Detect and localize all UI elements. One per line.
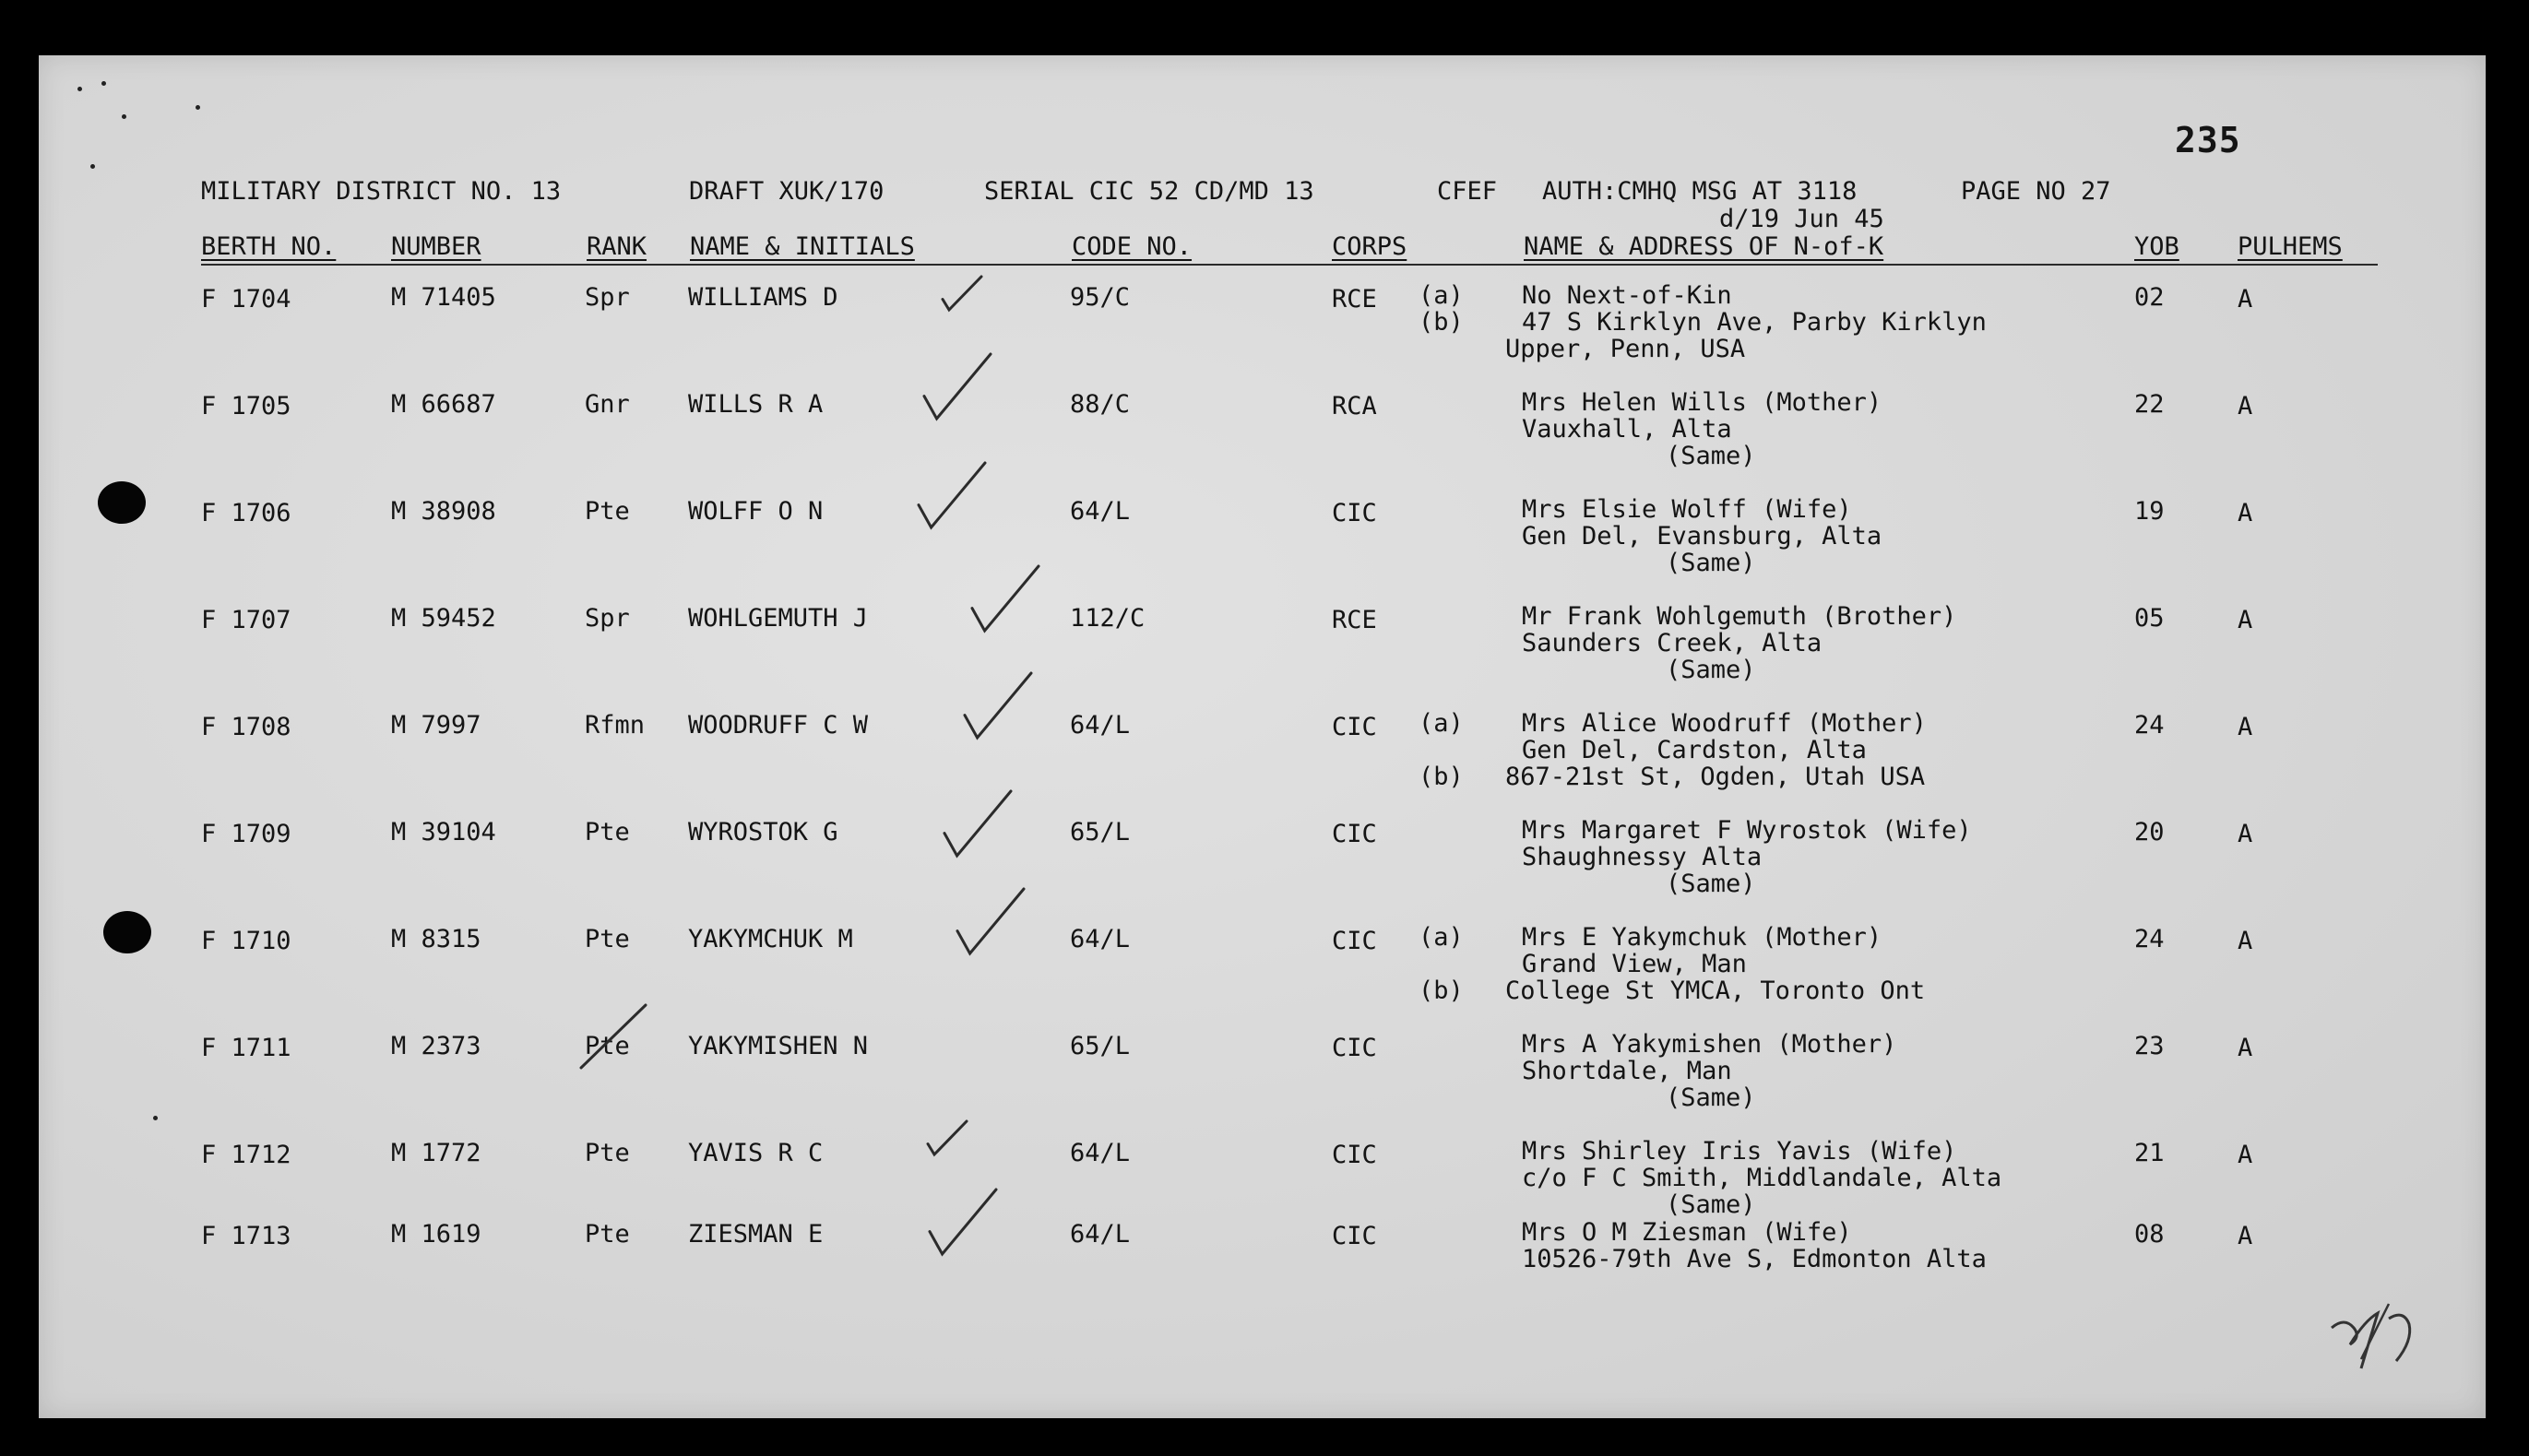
punch-hole xyxy=(103,911,151,953)
checkmark-icon xyxy=(939,273,985,315)
pulhems: A xyxy=(2238,606,2253,634)
corps: CIC xyxy=(1332,1222,1377,1250)
rank: Pte xyxy=(585,1220,630,1249)
pulhems: A xyxy=(2238,927,2253,955)
next-of-kin-line: (Same) xyxy=(1666,1083,1756,1112)
next-of-kin-line: Mrs Elsie Wolff (Wife) xyxy=(1522,495,1852,524)
service-number: M 2373 xyxy=(391,1032,481,1060)
next-of-kin-line: Mrs E Yakymchuk (Mother) xyxy=(1522,923,1882,952)
name-initials: WOODRUFF C W xyxy=(688,711,869,740)
service-number: M 38908 xyxy=(391,497,496,526)
corps: RCA xyxy=(1332,392,1377,420)
col-number: NUMBER xyxy=(391,232,481,261)
speck xyxy=(196,105,200,110)
auth-label: AUTH:CMHQ MSG AT 3118 xyxy=(1542,177,1858,206)
nok-mark-b: (b) xyxy=(1419,977,1464,1005)
name-initials: YAVIS R C xyxy=(688,1139,824,1167)
nok-mark-b: (b) xyxy=(1419,308,1464,337)
next-of-kin-line: Shaughnessy Alta xyxy=(1522,843,1763,871)
service-number: M 66687 xyxy=(391,390,496,419)
next-of-kin-line: (Same) xyxy=(1666,656,1756,684)
yob: 08 xyxy=(2134,1220,2165,1249)
code-no: 65/L xyxy=(1070,818,1131,846)
berth-no: F 1712 xyxy=(201,1141,291,1169)
code-no: 65/L xyxy=(1070,1032,1131,1060)
next-of-kin-line: Mrs A Yakymishen (Mother) xyxy=(1522,1030,1897,1059)
name-initials: WOLFF O N xyxy=(688,497,824,526)
rank: Pte xyxy=(585,497,630,526)
page-no-label: PAGE NO 27 xyxy=(1961,177,2111,206)
next-of-kin-line: Mrs Alice Woodruff (Mother) xyxy=(1522,709,1927,738)
code-no: 64/L xyxy=(1070,1139,1131,1167)
rank: Pte xyxy=(585,1139,630,1167)
corps: CIC xyxy=(1332,499,1377,527)
pulhems: A xyxy=(2238,820,2253,848)
draft-label: DRAFT XUK/170 xyxy=(689,177,885,206)
yob: 24 xyxy=(2134,711,2165,740)
yob: 24 xyxy=(2134,925,2165,953)
yob: 21 xyxy=(2134,1139,2165,1167)
punch-hole xyxy=(98,481,146,524)
name-initials: WILLIAMS D xyxy=(688,283,838,312)
rank: Spr xyxy=(585,283,630,312)
next-of-kin-line: (Same) xyxy=(1666,549,1756,577)
nok-mark-a: (a) xyxy=(1419,709,1464,738)
berth-no: F 1706 xyxy=(201,499,291,527)
next-of-kin-line: Shortdale, Man xyxy=(1522,1057,1732,1085)
pulhems: A xyxy=(2238,1141,2253,1169)
berth-no: F 1709 xyxy=(201,820,291,848)
checkmark-icon xyxy=(961,669,1035,743)
pulhems: A xyxy=(2238,285,2253,314)
next-of-kin-line: Mrs Shirley Iris Yavis (Wife) xyxy=(1522,1137,1957,1166)
next-of-kin-line: College St YMCA, Toronto Ont xyxy=(1505,977,1926,1005)
next-of-kin-line: Mr Frank Wohlgemuth (Brother) xyxy=(1522,602,1957,631)
corps: CIC xyxy=(1332,820,1377,848)
col-corps: CORPS xyxy=(1332,232,1407,261)
name-initials: WYROSTOK G xyxy=(688,818,838,846)
next-of-kin-line: Saunders Creek, Alta xyxy=(1522,629,1823,657)
checkmark-icon xyxy=(577,1000,651,1073)
speck xyxy=(90,164,95,169)
col-rank: RANK xyxy=(587,232,647,261)
service-number: M 39104 xyxy=(391,818,496,846)
checkmark-icon xyxy=(968,562,1042,636)
berth-no: F 1710 xyxy=(201,927,291,955)
checkmark-icon xyxy=(915,459,989,533)
col-pulhems: PULHEMS xyxy=(2238,232,2343,261)
next-of-kin-line: 47 S Kirklyn Ave, Parby Kirklyn xyxy=(1522,308,1987,337)
rank: Gnr xyxy=(585,390,630,419)
yob: 23 xyxy=(2134,1032,2165,1060)
code-no: 88/C xyxy=(1070,390,1131,419)
name-initials: YAKYMCHUK M xyxy=(688,925,853,953)
pulhems: A xyxy=(2238,1222,2253,1250)
yob: 22 xyxy=(2134,390,2165,419)
checkmark-icon xyxy=(920,350,994,424)
next-of-kin-line: Mrs Helen Wills (Mother) xyxy=(1522,388,1882,417)
service-number: M 7997 xyxy=(391,711,481,740)
rank: Pte xyxy=(585,1032,630,1060)
code-no: 64/L xyxy=(1070,711,1131,740)
next-of-kin-line: Mrs Margaret F Wyrostok (Wife) xyxy=(1522,816,1972,845)
checkmark-icon xyxy=(954,885,1027,959)
service-number: M 71405 xyxy=(391,283,496,312)
code-no: 64/L xyxy=(1070,1220,1131,1249)
yob: 20 xyxy=(2134,818,2165,846)
berth-no: F 1704 xyxy=(201,285,291,314)
yob: 05 xyxy=(2134,604,2165,633)
service-number: M 1772 xyxy=(391,1139,481,1167)
next-of-kin-line: Gen Del, Cardston, Alta xyxy=(1522,736,1867,764)
berth-no: F 1707 xyxy=(201,606,291,634)
next-of-kin-line: No Next-of-Kin xyxy=(1522,281,1732,310)
next-of-kin-line: (Same) xyxy=(1666,870,1756,898)
auth-date: d/19 Jun 45 xyxy=(1719,205,1884,233)
col-code-no: CODE NO. xyxy=(1072,232,1193,261)
pulhems: A xyxy=(2238,499,2253,527)
berth-no: F 1713 xyxy=(201,1222,291,1250)
nok-mark-b: (b) xyxy=(1419,763,1464,791)
pulhems: A xyxy=(2238,713,2253,741)
header-rule xyxy=(201,264,2378,266)
rank: Rfmn xyxy=(585,711,646,740)
speck xyxy=(122,114,126,119)
speck xyxy=(153,1116,158,1120)
nok-mark-a: (a) xyxy=(1419,923,1464,952)
next-of-kin-line: Gen Del, Evansburg, Alta xyxy=(1522,522,1882,550)
corps: CIC xyxy=(1332,927,1377,955)
code-no: 64/L xyxy=(1070,925,1131,953)
next-of-kin-line: Vauxhall, Alta xyxy=(1522,415,1732,444)
next-of-kin-line: (Same) xyxy=(1666,442,1756,470)
col-name-initials: NAME & INITIALS xyxy=(690,232,915,261)
berth-no: F 1708 xyxy=(201,713,291,741)
col-yob: YOB xyxy=(2134,232,2179,261)
handwritten-initials xyxy=(2324,1291,2435,1374)
code-no: 64/L xyxy=(1070,497,1131,526)
rank: Spr xyxy=(585,604,630,633)
berth-no: F 1711 xyxy=(201,1034,291,1062)
next-of-kin-line: (Same) xyxy=(1666,1190,1756,1219)
service-number: M 1619 xyxy=(391,1220,481,1249)
force-label: CFEF xyxy=(1437,177,1498,206)
code-no: 112/C xyxy=(1070,604,1146,633)
name-initials: YAKYMISHEN N xyxy=(688,1032,869,1060)
col-next-of-kin: NAME & ADDRESS OF N-of-K xyxy=(1524,232,1884,261)
military-district: MILITARY DISTRICT NO. 13 xyxy=(201,177,562,206)
berth-no: F 1705 xyxy=(201,392,291,420)
speck xyxy=(77,87,82,91)
next-of-kin-line: 10526-79th Ave S, Edmonton Alta xyxy=(1522,1245,1987,1273)
col-berth-no: BERTH NO. xyxy=(201,232,337,261)
next-of-kin-line: Upper, Penn, USA xyxy=(1505,335,1746,363)
corps: CIC xyxy=(1332,1034,1377,1062)
checkmark-icon xyxy=(926,1186,1000,1260)
corps: RCE xyxy=(1332,285,1377,314)
checkmark-icon xyxy=(941,787,1015,861)
next-of-kin-line: Mrs O M Ziesman (Wife) xyxy=(1522,1218,1852,1247)
rank: Pte xyxy=(585,818,630,846)
name-initials: WOHLGEMUTH J xyxy=(688,604,869,633)
pulhems: A xyxy=(2238,1034,2253,1062)
next-of-kin-line: 867-21st St, Ogden, Utah USA xyxy=(1505,763,1926,791)
next-of-kin-line: Grand View, Man xyxy=(1522,950,1747,978)
name-initials: ZIESMAN E xyxy=(688,1220,824,1249)
service-number: M 8315 xyxy=(391,925,481,953)
serial-label: SERIAL CIC 52 CD/MD 13 xyxy=(984,177,1314,206)
checkmark-icon xyxy=(924,1118,970,1160)
speck xyxy=(101,81,106,86)
rank: Pte xyxy=(585,925,630,953)
code-no: 95/C xyxy=(1070,283,1131,312)
pulhems: A xyxy=(2238,392,2253,420)
nok-mark-a: (a) xyxy=(1419,281,1464,310)
page-stamp-number: 235 xyxy=(2175,120,2241,160)
corps: CIC xyxy=(1332,713,1377,741)
corps: CIC xyxy=(1332,1141,1377,1169)
name-initials: WILLS R A xyxy=(688,390,824,419)
yob: 02 xyxy=(2134,283,2165,312)
corps: RCE xyxy=(1332,606,1377,634)
service-number: M 59452 xyxy=(391,604,496,633)
next-of-kin-line: c/o F C Smith, Middlandale, Alta xyxy=(1522,1164,2002,1192)
yob: 19 xyxy=(2134,497,2165,526)
